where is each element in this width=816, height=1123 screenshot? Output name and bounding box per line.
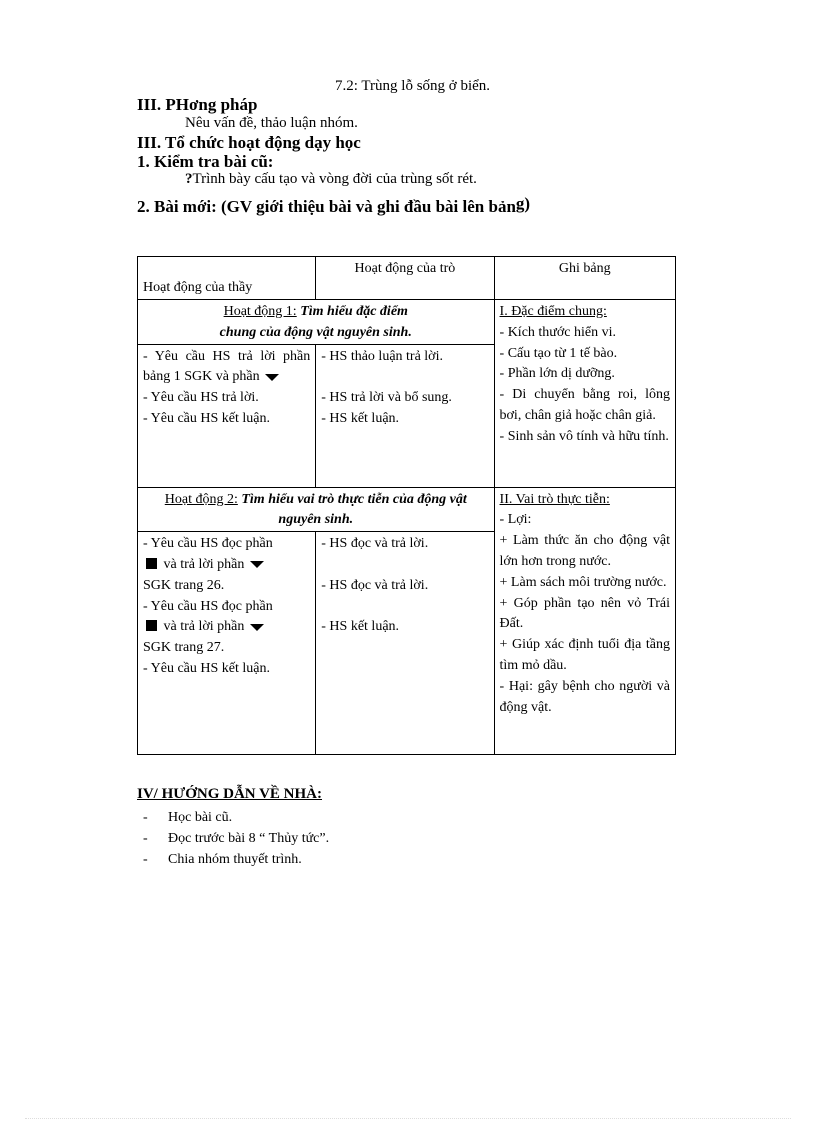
- question-mark: ?: [185, 171, 193, 187]
- homework-heading: IV/ HƯỚNG DẪN VỀ NHÀ:: [137, 786, 323, 802]
- board1-item: - Di chuyển bằng roi, lông bơi, chân giả hoặc chân giả.: [499, 387, 670, 423]
- teacher1-item: - Yêu cầu HS trả lời phần bảng 1 SGK và phần: [143, 348, 311, 385]
- header-teacher: Hoạt động của thầy: [138, 257, 316, 300]
- student2-item: - HS đọc và trả lời.: [321, 536, 429, 552]
- activity1-student: [316, 344, 494, 487]
- activity1-board: [494, 300, 675, 488]
- teacher2-item: - Yêu cầu HS đọc phần: [143, 598, 273, 614]
- homework-list: [137, 807, 329, 870]
- board1-item: - Cấu tạo từ 1 tế bào.: [499, 345, 618, 361]
- board2-item: + Làm thức ăn cho động vật lớn hơn trong nước.: [499, 533, 670, 569]
- board1-item: - Phần lớn dị dưỡng.: [499, 366, 615, 382]
- triangle-down-icon: [250, 624, 264, 631]
- lesson-table: [137, 256, 676, 755]
- activity1-teacher: [138, 344, 316, 487]
- activity2-teacher: [138, 532, 316, 755]
- student2-item: - HS đọc và trả lời.: [321, 577, 429, 593]
- header-board: Ghi bảng: [494, 257, 675, 300]
- activity2-board: [494, 487, 675, 755]
- new-lesson-heading-tail: g): [515, 194, 531, 213]
- method-heading: III. PHơng pháp: [137, 95, 258, 114]
- student1-item: - HS thảo luận trả lời.: [321, 348, 443, 364]
- new-lesson-heading-main: 2. Bài mới: (GV giới thiệu bài và ghi đầu bài lên bản: [137, 197, 516, 216]
- teacher1-item: - Yêu cầu HS trả lời.: [143, 390, 259, 406]
- teacher2-item: SGK trang 26.: [143, 577, 225, 593]
- teacher2-item: và trả lời phần: [163, 619, 245, 635]
- method-text: Nêu vấn đề, thảo luận nhóm.: [185, 115, 358, 131]
- teacher2-item: - Yêu cầu HS đọc phần: [143, 536, 273, 552]
- check-old-heading: 1. Kiểm tra bài cũ:: [137, 152, 274, 171]
- square-icon: [146, 620, 157, 631]
- board2-item: - Hại: gây bệnh cho người và động vật.: [499, 678, 670, 715]
- teacher2-item: SGK trang 27.: [143, 640, 225, 656]
- activity2-title: [138, 487, 495, 532]
- list-item: - Học bài cũ.: [137, 807, 329, 828]
- activity2-label: Hoạt động 2:: [164, 491, 238, 507]
- question-text: Trình bày cấu tạo và vòng đời của trùng sốt rét.: [192, 171, 477, 187]
- list-item: - Chia nhóm thuyết trình.: [137, 849, 329, 870]
- activity1-title: [138, 300, 495, 345]
- board2-title: II. Vai trò thực tiễn:: [499, 491, 610, 507]
- header-student: Hoạt động của trò: [316, 257, 494, 300]
- board2-item: + Làm sách môi trường nước.: [499, 574, 667, 590]
- page-bottom-divider: [25, 1118, 791, 1119]
- activity2-title-text: Tìm hiểu vai trò thực tiễn của động vật nguyên sinh.: [241, 491, 467, 528]
- teacher1-item: - Yêu cầu HS kết luận.: [143, 410, 270, 426]
- lesson-subtopic: 7.2: Trùng lỗ sống ở biển.: [335, 78, 491, 94]
- activity1-title-a: Tìm hiểu đặc điểm: [300, 304, 408, 319]
- teacher2-item: - Yêu cầu HS kết luận.: [143, 660, 270, 676]
- table-header-row: [138, 257, 676, 300]
- new-lesson-heading: [137, 194, 531, 217]
- board1-title: I. Đặc điểm chung:: [499, 304, 607, 319]
- activity1-label: Hoạt động 1:: [223, 304, 297, 319]
- board2-item: + Góp phần tạo nên vỏ Trái Đất.: [499, 595, 670, 632]
- student1-item: - HS trả lời và bổ sung.: [321, 390, 452, 406]
- activity2-title-row: [138, 487, 676, 532]
- square-icon: [146, 558, 157, 569]
- triangle-down-icon: [265, 374, 279, 381]
- activity1-title-b: chung của động vật nguyên sinh.: [219, 324, 412, 340]
- triangle-down-icon: [250, 561, 264, 568]
- teacher2-item: và trả lời phần: [163, 556, 245, 572]
- list-item: - Đọc trước bài 8 “ Thủy tức”.: [137, 828, 329, 849]
- organization-heading: III. Tổ chức hoạt động dạy học: [137, 133, 361, 152]
- board2-item: - Lợi:: [499, 512, 532, 528]
- activity2-student: [316, 532, 494, 755]
- board1-item: - Sinh sản vô tính và hữu tính.: [499, 428, 669, 444]
- check-old-question: [185, 171, 477, 188]
- activity1-title-row: [138, 300, 676, 345]
- student2-item: - HS kết luận.: [321, 619, 400, 635]
- student1-item: - HS kết luận.: [321, 410, 400, 426]
- board2-item: + Giúp xác định tuổi địa tầng tìm mỏ dầu.: [499, 637, 670, 673]
- board1-item: - Kích thước hiển vi.: [499, 324, 616, 340]
